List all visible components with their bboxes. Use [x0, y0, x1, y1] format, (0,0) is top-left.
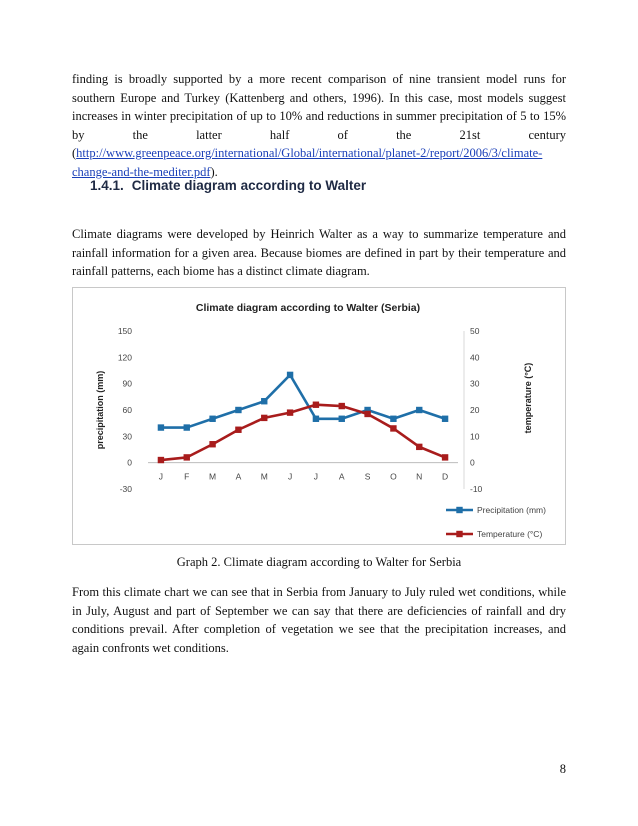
- precipitation-point: [235, 407, 241, 413]
- left-tick-label: 60: [122, 405, 132, 415]
- temperature-point: [364, 411, 370, 417]
- left-tick-label: 120: [117, 352, 132, 363]
- section-heading: [90, 178, 366, 193]
- right-tick-label: 40: [470, 352, 480, 363]
- right-tick-label: -10: [470, 484, 483, 494]
- temperature-point: [158, 457, 164, 463]
- temperature-point: [261, 415, 267, 421]
- precipitation-point: [416, 407, 422, 413]
- intro-paragraph: [72, 70, 566, 181]
- legend-label: Temperature (°C): [477, 529, 543, 539]
- temperature-point: [339, 403, 345, 409]
- month-tick-label: M: [209, 471, 217, 482]
- precipitation-point: [390, 416, 396, 422]
- page-number: 8: [559, 762, 566, 776]
- month-tick-label: N: [416, 471, 423, 482]
- left-tick-label: 0: [127, 457, 132, 468]
- right-tick-label: 50: [470, 326, 480, 336]
- precipitation-point: [313, 416, 319, 422]
- legend-marker: [456, 507, 462, 513]
- month-tick-label: O: [390, 471, 397, 482]
- figure-caption: Graph 2. Climate diagram according to Walter for Serbia: [176, 555, 462, 569]
- temperature-line: [161, 405, 445, 460]
- climate-chart-svg: [73, 288, 567, 546]
- temperature-point: [184, 454, 190, 460]
- right-tick-label: 0: [470, 457, 475, 468]
- temperature-point: [209, 441, 215, 447]
- precipitation-point: [209, 416, 215, 422]
- precipitation-point: [442, 416, 448, 422]
- intro-text: finding is broadly supported by a more recent comparison of nine transient model runs for southern Europe and Turkey (Kattenberg and others, 1996). In this case, most models suggest increases in winter precipitation of up to 10% and reductions in summer precipitation of 5 to 15% by the latter half of the 21st century (: [72, 72, 566, 160]
- temperature-point: [390, 425, 396, 431]
- temperature-point: [235, 427, 241, 433]
- precipitation-point: [184, 424, 190, 430]
- left-tick-label: 30: [122, 431, 132, 442]
- left-axis-label: precipitation (mm): [95, 370, 105, 450]
- month-tick-label: A: [235, 471, 242, 482]
- left-tick-label: 90: [122, 378, 132, 389]
- month-tick-label: J: [313, 471, 319, 482]
- climate-chart: [72, 287, 566, 545]
- greenpeace-link[interactable]: http://www.greenpeace.org/international/Global/international/planet-2/report/2006/3/climate-change-and-the-mediter.pdf: [72, 146, 543, 179]
- right-tick-label: 30: [470, 378, 480, 389]
- temperature-point: [313, 402, 319, 408]
- temperature-point: [442, 454, 448, 460]
- walter-paragraph: Climate diagrams were developed by Heinrich Walter as a way to summarize temperature and rainfall information for a given area. Because biomes are defined in part by their temperature and rainfall patterns, each biome has a distinct climate diagram.: [72, 227, 566, 278]
- month-tick-label: J: [287, 471, 293, 482]
- intro-text-end: ).: [210, 164, 218, 179]
- month-tick-label: J: [158, 471, 164, 482]
- month-tick-label: F: [184, 471, 190, 482]
- temperature-point: [416, 444, 422, 450]
- section-title: Climate diagram according to Walter: [131, 178, 367, 193]
- precipitation-point: [287, 372, 293, 378]
- left-tick-label: 150: [117, 326, 132, 336]
- month-tick-label: S: [364, 471, 371, 482]
- legend-marker: [456, 531, 462, 537]
- temperature-point: [287, 409, 293, 415]
- left-tick-label: -30: [119, 484, 132, 494]
- precipitation-point: [339, 416, 345, 422]
- precipitation-line: [161, 375, 445, 428]
- month-tick-label: D: [442, 471, 449, 482]
- precipitation-point: [261, 398, 267, 404]
- right-tick-label: 10: [470, 431, 480, 442]
- month-tick-label: A: [338, 471, 345, 482]
- month-tick-label: M: [260, 471, 268, 482]
- precipitation-point: [158, 424, 164, 430]
- right-tick-label: 20: [470, 405, 480, 415]
- section-number: 1.4.1.: [90, 178, 124, 193]
- right-axis-label: temperature (°C): [523, 362, 533, 434]
- conclusion-paragraph: From this climate chart we can see that in Serbia from January to July ruled wet conditions, while in July, August and part of September we can say that there are deficiencies of rainfall and dry conditions prevail. After completion of vegetation we see that the precipitation increases, and again confronts wet conditions.: [72, 585, 566, 655]
- legend-label: Precipitation (mm): [477, 505, 546, 515]
- chart-title: Climate diagram according to Walter (Serbia): [195, 302, 421, 314]
